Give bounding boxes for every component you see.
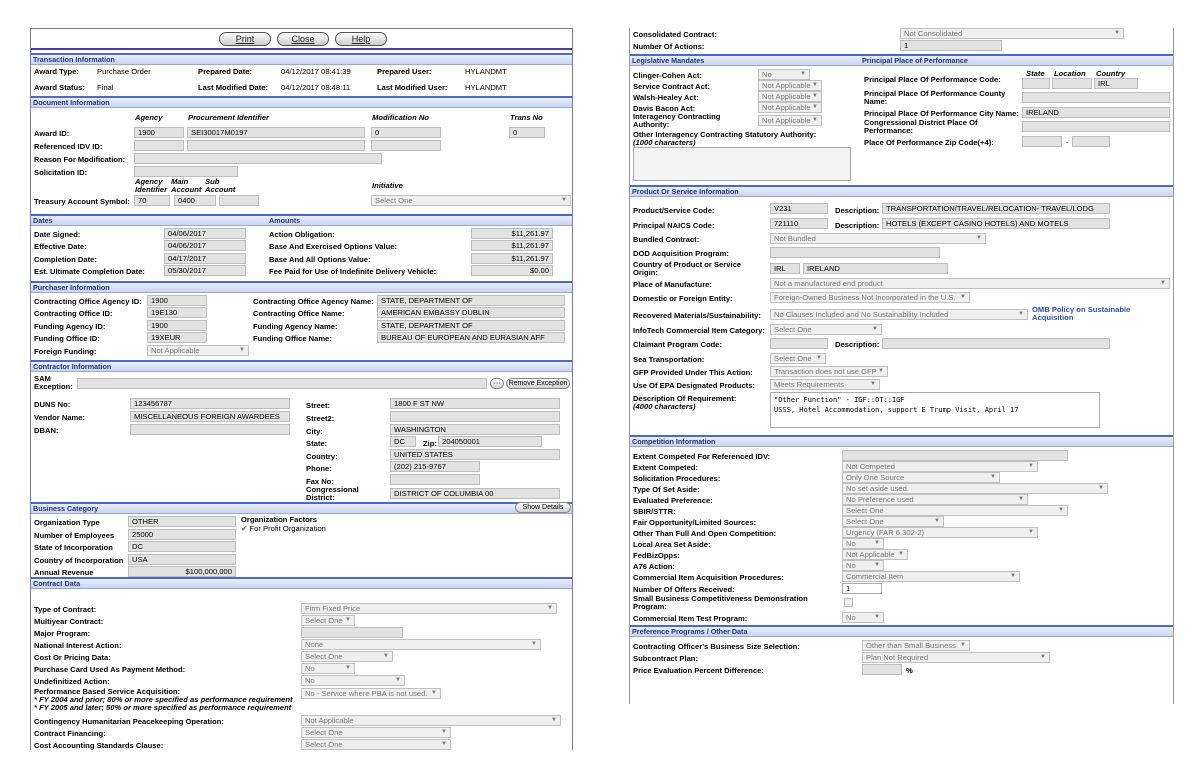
duns-field[interactable]: 123456787 — [130, 398, 290, 409]
funding-office-name-field[interactable]: BUREAU OF EUROPEAN AND EURASIAN AFF — [377, 332, 565, 343]
help-button[interactable]: Help — [335, 32, 387, 46]
initiative-select[interactable]: Select One ▼ — [371, 195, 571, 206]
action-obligation-field[interactable]: $11,261.97 — [471, 228, 553, 239]
city-label: City: — [306, 427, 323, 436]
psc-field[interactable]: V231 — [770, 203, 828, 214]
purchase-card-select[interactable]: No ▼ — [301, 663, 355, 674]
pop-country-column: Country — [1096, 69, 1126, 78]
base-all-label: Base And All Options Value: — [269, 255, 371, 264]
treasury-account-label: Treasury Account Symbol: — [34, 197, 130, 206]
interagency-label: Interagency Contracting Authority: — [633, 112, 721, 129]
solicitation-id-field[interactable] — [134, 166, 238, 177]
claimant-label: Claimant Program Code: — [633, 340, 723, 349]
price-evaluation-label: Price Evaluation Percent Difference: — [633, 666, 764, 675]
pop-city-label: Principal Place Of Performance City Name: — [864, 109, 1019, 118]
requirement-note: (4000 characters) — [633, 402, 696, 411]
dban-field[interactable] — [130, 424, 290, 435]
claimant-description-field[interactable] — [882, 338, 1110, 349]
street2-field[interactable] — [390, 411, 560, 422]
street-label: Street: — [306, 401, 331, 410]
test-program-select[interactable]: No ▼ — [842, 612, 884, 623]
date-signed-field[interactable]: 04/06/2017 — [164, 228, 246, 239]
base-exercised-label: Base And Exercised Options Value: — [269, 242, 398, 251]
contract-financing-select[interactable]: Select One ▼ — [301, 727, 451, 738]
pop-county-field[interactable] — [1022, 92, 1170, 103]
contracting-office-name-field[interactable]: AMERICAN EMBASSY DUBLIN — [377, 307, 565, 318]
naics-description-field[interactable]: HOTELS (EXCEPT CASINO HOTELS) AND MOTELS — [882, 218, 1110, 229]
fair-opportunity-label: Fair Opportunity/Limited Sources: — [633, 518, 757, 527]
other-authority-textarea[interactable] — [633, 147, 851, 181]
subcontract-plan-label: Subcontract Plan: — [633, 654, 698, 663]
country-field[interactable]: UNITED STATES — [390, 449, 560, 460]
last-modified-date-label: Last Modified Date: — [198, 83, 269, 92]
contract-data-header: Contract Data — [31, 577, 572, 589]
walsh-healey-select[interactable]: Not Applicable ▼ — [758, 91, 822, 102]
vendor-name-field[interactable]: MISCELLANEOUS FOREIGN AWARDEES — [130, 411, 290, 422]
completion-date-label: Completion Date: — [34, 255, 97, 264]
origin-name-field[interactable]: IRELAND — [803, 263, 948, 274]
dod-program-field[interactable] — [770, 247, 940, 258]
award-type-label: Award Type: — [34, 67, 79, 76]
consolidated-contract-label: Consolidated Contract: — [633, 30, 717, 39]
national-interest-select[interactable]: None ▼ — [301, 639, 541, 650]
other-than-full-select[interactable]: Urgency (FAR 6.302-2) ▼ — [842, 527, 1038, 538]
walsh-healey-label: Walsh-Healey Act: — [633, 93, 699, 102]
sam-exception-field[interactable] — [77, 378, 487, 389]
base-exercised-field[interactable]: $11,261.97 — [471, 240, 553, 251]
major-program-field[interactable] — [301, 627, 403, 638]
dod-program-label: DOD Acquisition Program: — [633, 249, 729, 258]
procurement-id-field[interactable]: SEI30017M0197 — [187, 127, 365, 138]
city-field[interactable]: WASHINGTON — [390, 424, 560, 435]
bundled-select[interactable]: Not Bundled ▼ — [770, 233, 986, 244]
prepared-user-label: Prepared User: — [377, 67, 432, 76]
country-label: Country: — [306, 452, 338, 461]
manufacture-label: Place of Manufacture: — [633, 280, 712, 289]
evaluated-preference-label: Evaluated Preference: — [633, 496, 713, 505]
fedbizopps-select[interactable]: Not Applicable ▼ — [842, 549, 908, 560]
country-incorporation-field[interactable]: USA — [128, 554, 236, 565]
pop-zip-field[interactable] — [1022, 136, 1062, 147]
pba-note-1: * FY 2004 and prior; 80% or more specified as performance requirement — [34, 695, 293, 704]
other-authority-note: (1000 characters) — [633, 138, 696, 147]
naics-label: Principal NAICS Code: — [633, 221, 715, 230]
commercial-procedures-select[interactable]: Commercial Item ▼ — [842, 571, 1020, 582]
other-authority-label: Other Interagency Contracting Statutory Authority: — [633, 130, 817, 139]
amounts-header: Amounts — [269, 216, 301, 225]
effective-date-label: Effective Date: — [34, 242, 87, 251]
state-incorporation-field[interactable]: DC — [128, 541, 236, 552]
psc-description-field[interactable]: TRANSPORTATION/TRAVEL/RELOCATION- TRAVEL/LODG — [882, 203, 1110, 214]
last-modified-date-value: 04/12/2017 08:48:11 — [281, 83, 351, 92]
major-program-label: Major Program: — [34, 629, 91, 638]
award-status-label: Award Status: — [34, 83, 85, 92]
funding-office-name-label: Funding Office Name: — [253, 334, 332, 343]
prepared-user-value: HYLANDMT — [465, 67, 507, 76]
extent-competed-select[interactable]: Not Competed ▼ — [842, 461, 1038, 472]
reason-modification-field[interactable] — [134, 153, 382, 164]
referenced-idv-procurement-field[interactable] — [187, 140, 365, 151]
purchaser-section-header: Purchaser Information — [31, 281, 572, 293]
undefinitized-select[interactable]: No ▼ — [301, 675, 405, 686]
epa-select[interactable]: Meets Requirements ▼ — [770, 379, 880, 390]
state-incorporation-label: State of Incorporation — [34, 543, 113, 552]
national-interest-label: National Interest Action: — [34, 641, 122, 650]
pop-header: Principal Place of Performance — [862, 56, 968, 65]
pop-district-label: Congressional District Place Of Performance: — [864, 118, 978, 135]
sam-lookup-button[interactable]: ··· — [490, 378, 504, 389]
legislative-pop-header — [630, 54, 1173, 66]
contingency-select[interactable]: Not Applicable ▼ — [301, 715, 561, 726]
referenced-idv-label: Referenced IDV ID: — [34, 142, 103, 151]
effective-date-field[interactable]: 04/06/2017 — [164, 240, 246, 251]
cas-clause-select[interactable]: Select One ▼ — [301, 739, 451, 750]
pop-district-field[interactable] — [1022, 121, 1170, 132]
fax-field[interactable] — [390, 474, 480, 485]
pba-select[interactable]: No - Service where PBA is not used. ▼ — [301, 688, 441, 699]
claimant-description-label: Description: — [835, 340, 880, 349]
local-area-select[interactable]: No ▼ — [842, 538, 884, 549]
contracting-agency-id-field[interactable]: 1900 — [147, 295, 207, 306]
pop-county-label: Principal Place Of Performance County Name: — [864, 89, 1006, 106]
award-status-value: Final — [97, 83, 114, 92]
contracting-agency-name-label: Contracting Office Agency Name: — [253, 297, 374, 306]
contracting-office-name-label: Contracting Office Name: — [253, 309, 345, 318]
fee-paid-field[interactable]: $0.00 — [471, 265, 553, 276]
est-completion-date-field[interactable]: 05/30/2017 — [164, 265, 246, 276]
type-of-contract-label: Type of Contract: — [34, 605, 97, 614]
service-contract-label: Service Contract Act: — [633, 82, 710, 91]
pba-note-2: * FY 2005 and later; 50% or more specified as performance requirement — [34, 703, 292, 712]
offers-received-label: Number Of Offers Received: — [633, 585, 735, 594]
org-factor-item: ✔ For Profit Organization — [241, 524, 326, 533]
base-all-field[interactable]: $11,261.97 — [471, 253, 553, 264]
requirement-textarea[interactable]: "Other Function" - IGF::OT::IGF USSS, Hotel Accommodation, support E Trump Visit, April 17 — [770, 392, 1100, 428]
pop-zip4-field[interactable] — [1072, 136, 1110, 147]
document-section-header: Document Information — [31, 96, 572, 108]
psc-description-label: Description: — [835, 206, 880, 215]
treasury-agency-field[interactable]: 70 — [134, 195, 170, 206]
origin-code-field[interactable]: IRL — [770, 263, 800, 274]
business-size-select[interactable]: Other than Small Business ▼ — [862, 640, 970, 651]
referenced-idv-agency-field[interactable] — [134, 140, 184, 151]
interagency-select[interactable]: Not Applicable ▼ — [758, 115, 822, 126]
fee-paid-label: Fee Paid for Use of Indefinite Delivery Vehicle: — [269, 267, 437, 276]
solicitation-procedures-label: Solicitation Procedures: — [633, 474, 721, 483]
local-area-label: Local Area Set Aside: — [633, 540, 711, 549]
domestic-foreign-label: Domestic or Foreign Entity: — [633, 294, 733, 303]
origin-label: Country of Product or Service Origin: — [633, 260, 742, 277]
agency-identifier-column-header: Agency Identifier — [135, 177, 168, 194]
domestic-foreign-select[interactable]: Foreign-Owned Business Not Incorporated in the U.S. ▼ — [770, 292, 970, 303]
pop-city-field[interactable]: IRELAND — [1022, 107, 1170, 118]
test-program-label: Commercial Item Test Program: — [633, 614, 748, 623]
type-of-contract-select[interactable]: Firm Fixed Price ▼ — [301, 603, 557, 614]
contracting-agency-name-field[interactable]: STATE, DEPARTMENT OF — [377, 295, 565, 306]
print-button[interactable]: Print — [219, 32, 271, 46]
modification-no-field[interactable]: 0 — [371, 127, 441, 138]
state-label: State: — [306, 439, 328, 448]
epa-label: Use Of EPA Designated Products: — [633, 381, 755, 390]
zip-field[interactable]: 204050001 — [438, 436, 542, 447]
gfp-label: GFP Provided Under This Action: — [633, 368, 753, 377]
bundled-label: Bundled Contract: — [633, 235, 700, 244]
trans-column-header: Trans No — [510, 113, 543, 122]
manufacture-select[interactable]: Not a manufactured end product ▼ — [770, 278, 1170, 289]
naics-description-label: Description: — [835, 221, 880, 230]
cost-pricing-label: Cost Or Pricing Data: — [34, 653, 111, 662]
employees-field[interactable]: 25000 — [128, 529, 236, 540]
dates-amounts-header — [31, 214, 572, 226]
check-icon: ✔ — [241, 524, 248, 533]
subcontract-plan-select[interactable]: Plan Not Required ▼ — [862, 652, 1050, 663]
contracting-office-id-field[interactable]: 19E130 — [147, 307, 207, 318]
agency-column-header: Agency — [135, 113, 163, 122]
close-button[interactable]: Close — [277, 32, 329, 46]
phone-label: Phone: — [306, 464, 332, 473]
davis-bacon-label: Davis Bacon Act: — [633, 104, 696, 113]
dban-label: DBAN: — [34, 426, 59, 435]
preference-section-header: Preference Programs / Other Data — [630, 625, 1173, 637]
vendor-name-label: Vendor Name: — [34, 413, 86, 422]
street2-label: Street2: — [306, 414, 335, 423]
employees-label: Number of Employees — [34, 531, 115, 540]
cas-clause-label: Cost Accounting Standards Clause: — [34, 741, 164, 750]
infotech-label: InfoTech Commercial Item Category: — [633, 326, 765, 335]
trans-no-field[interactable]: 0 — [509, 127, 545, 138]
extent-ref-idv-field[interactable] — [842, 450, 1068, 461]
competition-section-header: Competition Information — [630, 435, 1173, 447]
extent-ref-idv-label: Extent Competed For Referenced IDV: — [633, 452, 771, 461]
other-than-full-label: Other Than Full And Open Competition: — [633, 529, 777, 538]
pop-location-field[interactable] — [1052, 78, 1092, 89]
solicitation-procedures-select[interactable]: Only One Source ▼ — [842, 472, 1000, 483]
congressional-district-label: Congressional District: — [306, 485, 359, 502]
recovered-select[interactable]: No Clauses Included and No Sustainability Included ▼ — [770, 309, 1028, 320]
last-modified-user-value: HYLANDMT — [465, 83, 507, 92]
funding-agency-id-field[interactable]: 1900 — [147, 320, 207, 331]
business-size-label: Contracting Officer's Business Size Selection: — [633, 642, 800, 651]
number-of-actions-label: Number Of Actions: — [633, 42, 705, 51]
annual-revenue-field[interactable]: $100,000,000 — [128, 566, 236, 577]
duns-label: DUNS No: — [34, 400, 71, 409]
foreign-funding-label: Foreign Funding: — [34, 347, 97, 356]
consolidated-contract-select[interactable]: Not Consolidated ▼ — [900, 28, 1124, 39]
transaction-section-header: Transaction Information — [31, 53, 572, 65]
foreign-funding-select[interactable]: Not Applicable ▼ — [147, 345, 249, 356]
pop-country-field[interactable]: IRL — [1094, 78, 1138, 89]
treasury-main-account-field[interactable]: 0400 — [174, 195, 216, 206]
show-details-button[interactable]: Show Details — [515, 502, 571, 513]
initiative-column-header: Initiative — [372, 181, 403, 190]
number-of-actions-field[interactable]: 1 — [900, 40, 1002, 51]
pop-location-column: Location — [1054, 69, 1086, 78]
last-modified-user-label: Last Modified User: — [377, 83, 448, 92]
funding-agency-id-label: Funding Agency ID: — [34, 322, 106, 331]
legislative-header: Legislative Mandates — [632, 56, 705, 65]
gfp-select[interactable]: Transaction does not use GFP ▼ — [770, 366, 888, 377]
funding-office-id-label: Funding Office ID: — [34, 334, 100, 343]
referenced-idv-modification-field[interactable] — [371, 140, 441, 151]
offers-received-field[interactable]: 1 — [842, 583, 882, 594]
date-signed-label: Date Signed: — [34, 230, 81, 239]
recovered-label: Recovered Materials/Sustainability: — [633, 311, 761, 320]
award-form-right-panel — [629, 28, 1174, 704]
purchase-card-label: Purchase Card Used As Payment Method: — [34, 665, 186, 674]
extent-competed-label: Extent Competed: — [633, 463, 698, 472]
remove-exception-button[interactable]: Remove Exception — [506, 378, 570, 389]
small-business-demo-label: Small Business Competitiveness Demonstration Program: — [633, 594, 808, 611]
contract-financing-label: Contract Financing: — [34, 729, 106, 738]
fair-opportunity-select[interactable]: Select One ▼ — [842, 516, 944, 527]
award-type-value: Purchase Order — [97, 67, 151, 76]
percent-sign: % — [906, 666, 913, 675]
est-completion-date-label: Est. Ultimate Completion Date: — [34, 267, 145, 276]
infotech-select[interactable]: Select One ▼ — [770, 324, 882, 335]
multiyear-label: Multiyear Contract: — [34, 617, 104, 626]
dates-header: Dates — [33, 216, 53, 225]
award-form-left-panel — [30, 28, 573, 750]
funding-office-id-field[interactable]: 19XEUR — [147, 332, 207, 343]
requirement-label: Description Of Requirement: — [633, 394, 737, 403]
zip-label: Zip: — [423, 439, 437, 448]
cost-pricing-select[interactable]: Select One ▼ — [301, 651, 393, 662]
evaluated-preference-select[interactable]: No Preference used ▼ — [842, 494, 1028, 505]
prepared-date-value: 04/12/2017 08:41:39 — [281, 67, 351, 76]
contracting-office-id-label: Contracting Office ID: — [34, 309, 113, 318]
sub-account-column-header: Sub Account — [205, 177, 236, 194]
sbir-label: SBIR/STTR: — [633, 507, 676, 516]
price-evaluation-field[interactable] — [862, 664, 902, 675]
procurement-column-header: Procurement Identifier — [188, 113, 270, 122]
funding-agency-name-field[interactable]: STATE, DEPARTMENT OF — [377, 320, 565, 331]
davis-bacon-select[interactable]: Not Applicable ▼ — [758, 102, 822, 113]
solicitation-id-label: Solicitation ID: — [34, 168, 88, 177]
org-type-field[interactable]: OTHER — [128, 516, 236, 527]
set-aside-select[interactable]: No set aside used. ▼ — [842, 483, 1108, 494]
clinger-cohen-label: Clinger-Cohen Act: — [633, 71, 702, 80]
contracting-agency-id-label: Contracting Office Agency ID: — [34, 297, 142, 306]
pop-code-label: Principal Place Of Performance Code: — [864, 75, 1001, 84]
psc-label: Product/Service Code: — [633, 206, 715, 215]
multiyear-select[interactable]: Select One ▼ — [301, 615, 355, 626]
commercial-procedures-label: Commercial Item Acquisition Procedures: — [633, 573, 784, 582]
reason-modification-label: Reason For Modification: — [34, 155, 126, 164]
main-account-column-header: Main Account — [171, 177, 202, 194]
omb-policy-link[interactable]: OMB Policy on Sustainable Acquisition — [1032, 305, 1131, 322]
sam-exception-label: SAM Exception: — [34, 374, 73, 391]
sea-transportation-label: Sea Transportation: — [633, 355, 705, 364]
sbir-select[interactable]: Select One ▼ — [842, 505, 1068, 516]
country-incorporation-label: Country of Incorporation — [34, 556, 124, 565]
award-id-label: Award ID: — [34, 129, 70, 138]
contingency-label: Contingency Humanitarian Peacekeeping Operation: — [34, 717, 224, 726]
undefinitized-label: Undefinitized Action: — [34, 677, 110, 686]
agency-field[interactable]: 1900 — [134, 127, 184, 138]
treasury-sub-account-field[interactable] — [219, 195, 259, 206]
annual-revenue-label: Annual Revenue — [34, 568, 94, 577]
prepared-date-label: Prepared Date: — [198, 67, 253, 76]
a76-select[interactable]: No ▼ — [842, 560, 884, 571]
pop-state-field[interactable] — [1022, 78, 1050, 89]
toolbar — [31, 28, 572, 50]
clinger-cohen-select[interactable]: No ▼ — [758, 69, 810, 80]
fedbizopps-label: FedBizOpps: — [633, 551, 680, 560]
pop-zip-label: Place Of Performance Zip Code(+4): — [864, 138, 994, 147]
service-contract-select[interactable]: Not Applicable ▼ — [758, 80, 822, 91]
congressional-district-field[interactable]: DISTRICT OF COLUMBIA 00 — [390, 488, 560, 499]
claimant-field[interactable] — [770, 338, 828, 349]
small-business-demo-checkbox[interactable] — [844, 598, 853, 607]
pba-label: Performance Based Service Acquisition: — [34, 687, 181, 696]
org-factors-label: Organization Factors — [241, 515, 317, 524]
contractor-section-header: Contractor Information — [31, 360, 572, 372]
pop-zip-dash: - — [1066, 138, 1069, 147]
modification-column-header: Modification No — [372, 113, 429, 122]
business-category-header: Business Category — [31, 502, 572, 514]
product-section-header: Product Or Service Information — [630, 185, 1173, 197]
pop-state-column: State — [1026, 69, 1045, 78]
street-field[interactable]: 1800 F ST NW — [390, 398, 560, 409]
sea-transportation-select[interactable]: Select One ▼ — [770, 353, 826, 364]
phone-field[interactable]: (202) 215-9767 — [390, 461, 480, 472]
a76-label: A76 Action: — [633, 562, 675, 571]
funding-agency-name-label: Funding Agency Name: — [253, 322, 338, 331]
action-obligation-label: Action Obligation: — [269, 230, 335, 239]
fax-label: Fax No: — [306, 477, 334, 486]
set-aside-label: Type Of Set Aside: — [633, 485, 700, 494]
state-field[interactable]: DC — [390, 436, 416, 447]
org-type-label: Organization Type — [34, 518, 100, 527]
naics-field[interactable]: 721110 — [770, 218, 828, 229]
completion-date-field[interactable]: 04/17/2017 — [164, 253, 246, 264]
